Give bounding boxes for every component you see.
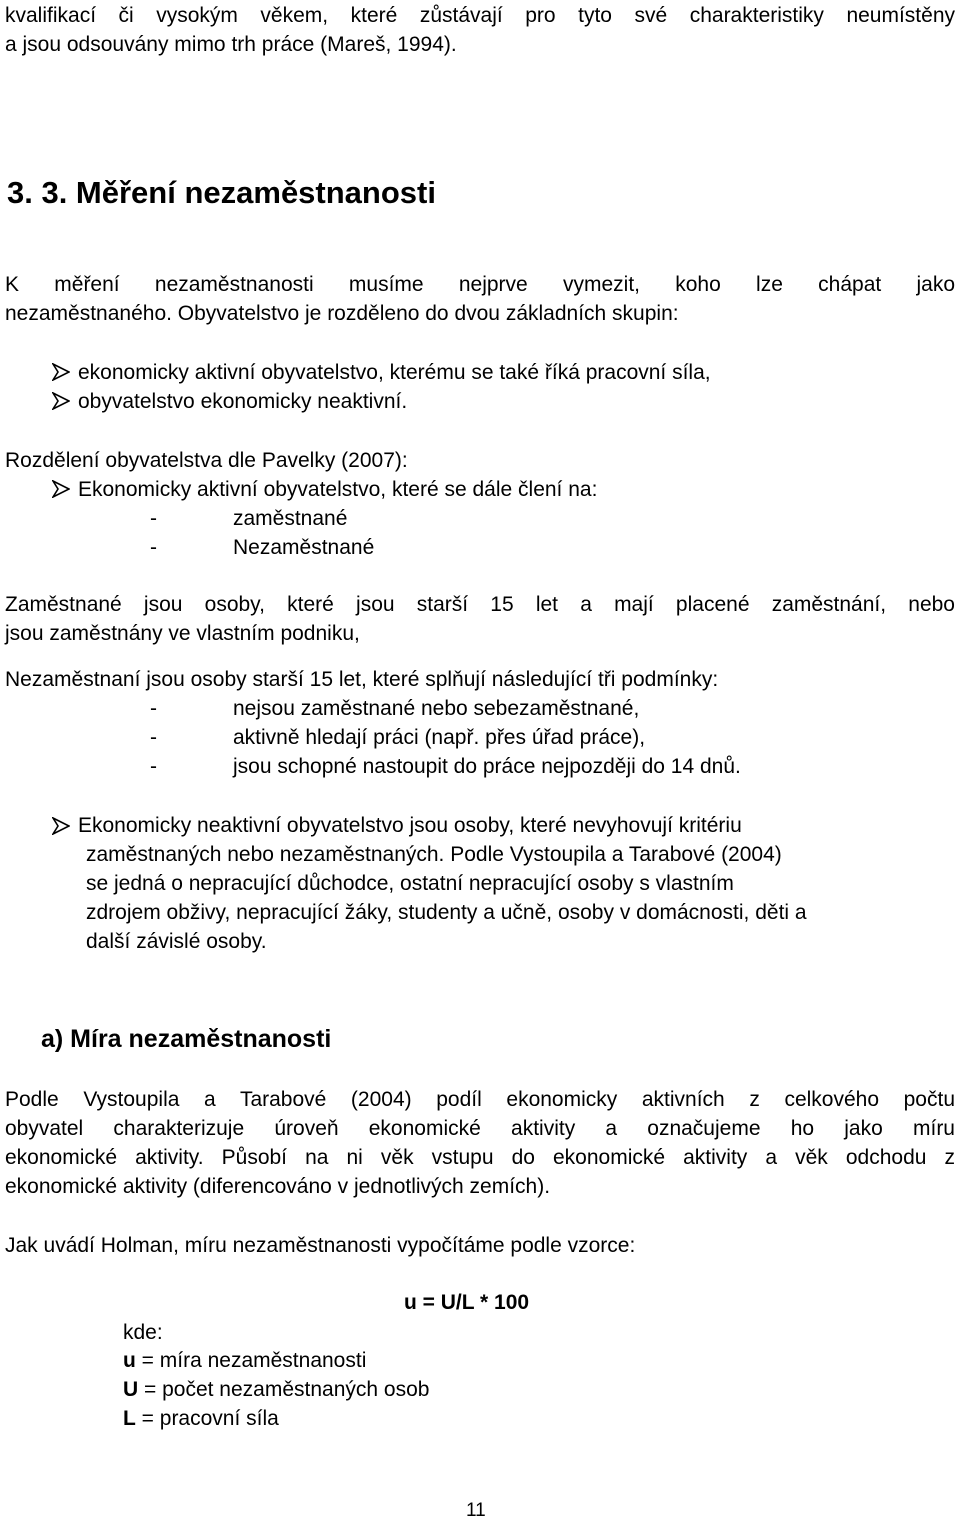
bullet-item: Ekonomicky aktivní obyvatelstvo, které se dále člení na: [78, 478, 598, 501]
definition-text: = míra nezaměstnanosti [135, 1349, 367, 1372]
dash-marker: - [150, 726, 157, 749]
where-label: kde: [123, 1321, 163, 1344]
paragraph-line: ekonomické aktivity (diferencováno v jednotlivých zemích). [5, 1175, 551, 1198]
subsection-heading: a) Míra nezaměstnanosti [41, 1025, 332, 1053]
paragraph-line: další závislé osoby. [86, 930, 267, 953]
paragraph-line: jsou zaměstnány ve vlastním podniku, [5, 622, 360, 645]
sub-item: zaměstnané [233, 507, 348, 530]
sub-item: Nezaměstnané [233, 536, 375, 559]
definition-text: = počet nezaměstnaných osob [138, 1378, 430, 1401]
definition-u [123, 1346, 366, 1375]
intro-line-2: a jsou odsouvány mimo trh práce (Mareš, 1994). [5, 33, 457, 56]
arrow-bullet-icon [52, 480, 70, 498]
arrow-bullet-icon [52, 392, 70, 410]
paragraph-line: K měření nezaměstnanosti musíme nejprve vymezit, koho lze chápat jako [5, 273, 955, 296]
dash-marker: - [150, 536, 157, 559]
paragraph-line: se jedná o nepracující důchodce, ostatní nepracující osoby s vlastním [86, 872, 734, 895]
paragraph-line: zaměstnaných nebo nezaměstnaných. Podle Vystoupila a Tarabové (2004) [86, 843, 782, 866]
paragraph-line: ekonomické aktivity. Působí na ni věk vstupu do ekonomické aktivity a věk odchodu z [5, 1146, 955, 1169]
paragraph-line: Rozdělení obyvatelstva dle Pavelky (2007): [5, 449, 408, 472]
paragraph-line: Podle Vystoupila a Tarabové (2004) podíl ekonomicky aktivních z celkového počtu [5, 1088, 955, 1111]
condition-item: jsou schopné nastoupit do práce nejpozději do 14 dnů. [233, 755, 741, 778]
dash-marker: - [150, 697, 157, 720]
bullet-item: obyvatelstvo ekonomicky neaktivní. [78, 390, 408, 413]
condition-item: aktivně hledají práci (např. přes úřad práce), [233, 726, 646, 749]
paragraph-line: Jak uvádí Holman, míru nezaměstnanosti vypočítáme podle vzorce: [5, 1234, 636, 1257]
paragraph-line: Ekonomicky neaktivní obyvatelstvo jsou osoby, které nevyhovují kritériu [78, 814, 742, 837]
symbol: L [123, 1407, 136, 1430]
arrow-bullet-icon [52, 817, 70, 835]
symbol: u [123, 1349, 136, 1372]
paragraph-line: obyvatel charakterizuje úroveň ekonomické aktivity a označujeme ho jako míru [5, 1117, 955, 1140]
dash-marker: - [150, 507, 157, 530]
bullet-item: ekonomicky aktivní obyvatelstvo, kterému se také říká pracovní síla, [78, 361, 711, 384]
intro-line-1: kvalifikací či vysokým věkem, které zůstávají pro tyto své charakteristiky neumístěny [5, 4, 955, 27]
page-number: 11 [466, 1500, 486, 1521]
definition-text: = pracovní síla [135, 1407, 279, 1430]
definition-L [123, 1404, 279, 1433]
paragraph-line: Nezaměstnaní jsou osoby starší 15 let, které splňují následující tři podmínky: [5, 668, 719, 691]
formula: u = U/L * 100 [404, 1291, 530, 1314]
section-heading: 3. 3. Měření nezaměstnanosti [7, 175, 436, 210]
condition-item: nejsou zaměstnané nebo sebezaměstnané, [233, 697, 640, 720]
dash-marker: - [150, 755, 157, 778]
paragraph-line: nezaměstnaného. Obyvatelstvo je rozděleno do dvou základních skupin: [5, 302, 679, 325]
arrow-bullet-icon [52, 363, 70, 381]
paragraph-line: zdrojem obživy, nepracující žáky, studenty a učně, osoby v domácnosti, děti a [86, 901, 807, 924]
symbol: U [123, 1378, 139, 1401]
paragraph-line: Zaměstnané jsou osoby, které jsou starší 15 let a mají placené zaměstnání, nebo [5, 593, 955, 616]
definition-U [123, 1375, 429, 1404]
